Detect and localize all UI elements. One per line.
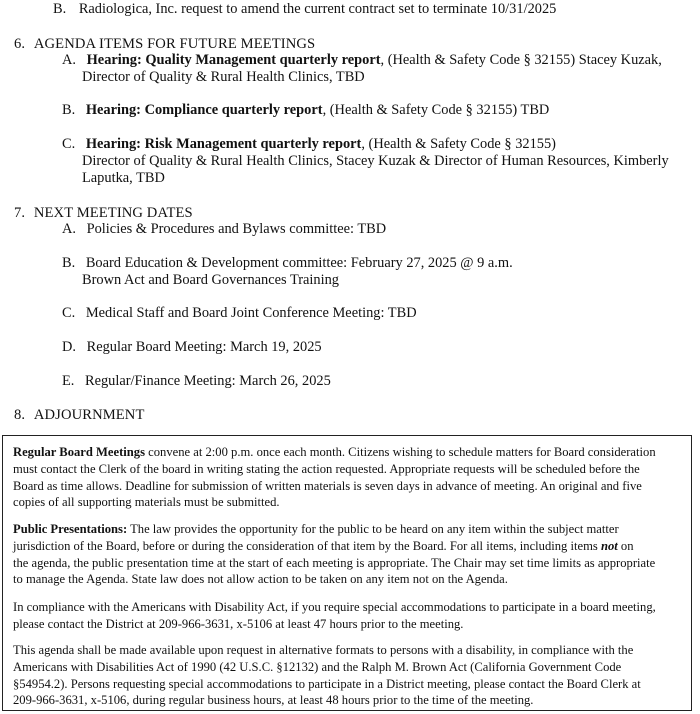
agenda-item-6b: [62, 102, 549, 119]
item-marker: C.: [62, 136, 76, 152]
agenda-item-6c: [62, 136, 556, 153]
agenda-item-7a: [62, 221, 386, 238]
agenda-item-6a-line2: Director of Quality & Rural Health Clinics, TBD: [82, 69, 365, 85]
item-text: , (Health & Safety Code § 32155): [361, 136, 556, 152]
notice-alternative-formats: [13, 642, 689, 709]
notice-bold-lead: Public Presentations:: [13, 522, 128, 536]
notice-text: This agenda shall be made available upon request in alternative formats to persons with a disability, in compliance with the: [13, 643, 634, 657]
item-marker: B.: [62, 255, 76, 271]
section-number: 6.: [14, 36, 26, 52]
item-bold-title: Hearing: Compliance quarterly report: [85, 102, 323, 118]
item-marker: B.: [62, 102, 76, 118]
notice-bold-lead: Regular Board Meetings: [13, 445, 145, 459]
item-text: Regular Board Meeting: March 19, 2025: [86, 339, 322, 355]
notice-text: In compliance with the Americans with Disability Act, if you require special accommodations to participate in a board meeting,: [13, 600, 656, 614]
agenda-item-6c-line2: Director of Quality & Rural Health Clinics, Stacey Kuzak & Director of Human Resources, Kimberly: [82, 153, 669, 169]
notice-text: to manage the Agenda. State law does not allow action to be taken on any item not on the Agenda.: [13, 572, 508, 587]
section-7-heading: [14, 204, 193, 222]
item-text: Board Education & Development committee: February 27, 2025 @ 9 a.m.: [85, 255, 513, 271]
item-text: Radiologica, Inc. request to amend the current contract set to terminate 10/31/2025: [78, 1, 557, 17]
item-marker: A.: [62, 52, 76, 68]
notice-text: the agenda, the public presentation time at the start of each meeting is appropriate. The Chair may set time limits as appropriate: [13, 555, 656, 570]
notice-text: convene at 2:00 p.m. once each month. Citizens wishing to schedule matters for Board consideration: [145, 445, 656, 459]
item-marker: E.: [62, 373, 75, 389]
item-text: , (Health & Safety Code § 32155) Stacey Kuzak,: [380, 52, 662, 68]
agenda-item-7c: [62, 305, 417, 322]
notice-emphasis: not: [600, 538, 618, 553]
item-text: Medical Staff and Board Joint Conference Meeting: TBD: [85, 305, 417, 321]
notice-text: 209-966-3631, x-5106, during regular business hours, at least 48 hours prior to the time of the meeting.: [13, 693, 534, 708]
section-title: AGENDA ITEMS FOR FUTURE MEETINGS: [33, 36, 316, 52]
notice-text: on: [617, 538, 634, 553]
section-number: 8.: [14, 407, 26, 423]
section-title: ADJOURNMENT: [33, 407, 145, 423]
section-8-heading: [14, 406, 144, 424]
item-text: Policies & Procedures and Bylaws committee: TBD: [86, 221, 387, 237]
public-notice-box: [2, 435, 692, 711]
section-title: NEXT MEETING DATES: [33, 205, 193, 221]
notice-text: must contact the Clerk of the board in writing stating the action requested. Appropriate requests will be scheduled before the: [13, 461, 640, 476]
notice-text: copies of all supporting materials must be submitted.: [13, 495, 280, 510]
item-bold-title: Hearing: Risk Management quarterly report: [85, 136, 362, 152]
agenda-item-6a: [62, 52, 662, 69]
agenda-item-7b-line2: Brown Act and Board Governances Training: [82, 272, 339, 288]
notice-text: please contact the District at 209-966-3631, x-5106 at least 47 hours prior to the meeting.: [13, 616, 464, 631]
item-marker: A.: [62, 221, 76, 237]
notice-public-presentations: [13, 521, 689, 588]
section-6-heading: [14, 35, 315, 53]
item-text: , (Health & Safety Code § 32155) TBD: [322, 102, 550, 118]
notice-text: Board as time allows. Deadline for submission of written materials is seven days in advance of meeting. An original and five: [13, 478, 642, 493]
agenda-item-6c-line3: Laputka, TBD: [82, 170, 165, 186]
notice-regular-meetings: [13, 444, 689, 511]
notice-ada-compliance: [13, 599, 689, 633]
notice-text: The law provides the opportunity for the public to be heard on any item within the subject matter: [127, 522, 619, 536]
notice-text: jurisdiction of the Board, before or during the consideration of that item by the Board. For all items, including items: [13, 538, 601, 553]
item-marker: B.: [53, 1, 67, 17]
agenda-item-7e: [62, 373, 331, 390]
item-text: Regular/Finance Meeting: March 26, 2025: [85, 373, 331, 389]
section-number: 7.: [14, 205, 26, 221]
agenda-item-7b: [62, 255, 513, 272]
item-marker: C.: [62, 305, 76, 321]
agenda-item-5b: [53, 1, 556, 18]
item-bold-title: Hearing: Quality Management quarterly report: [86, 52, 381, 68]
notice-text: Americans with Disabilities Act of 1990 (42 U.S.C. §12132) and the Ralph M. Brown Act (California Government Code: [13, 659, 622, 674]
notice-text: §54954.2). Persons requesting special accommodations to participate in a District meeting, please contact the Board Clerk at: [13, 676, 641, 691]
item-marker: D.: [62, 339, 76, 355]
agenda-item-7d: [62, 339, 322, 356]
